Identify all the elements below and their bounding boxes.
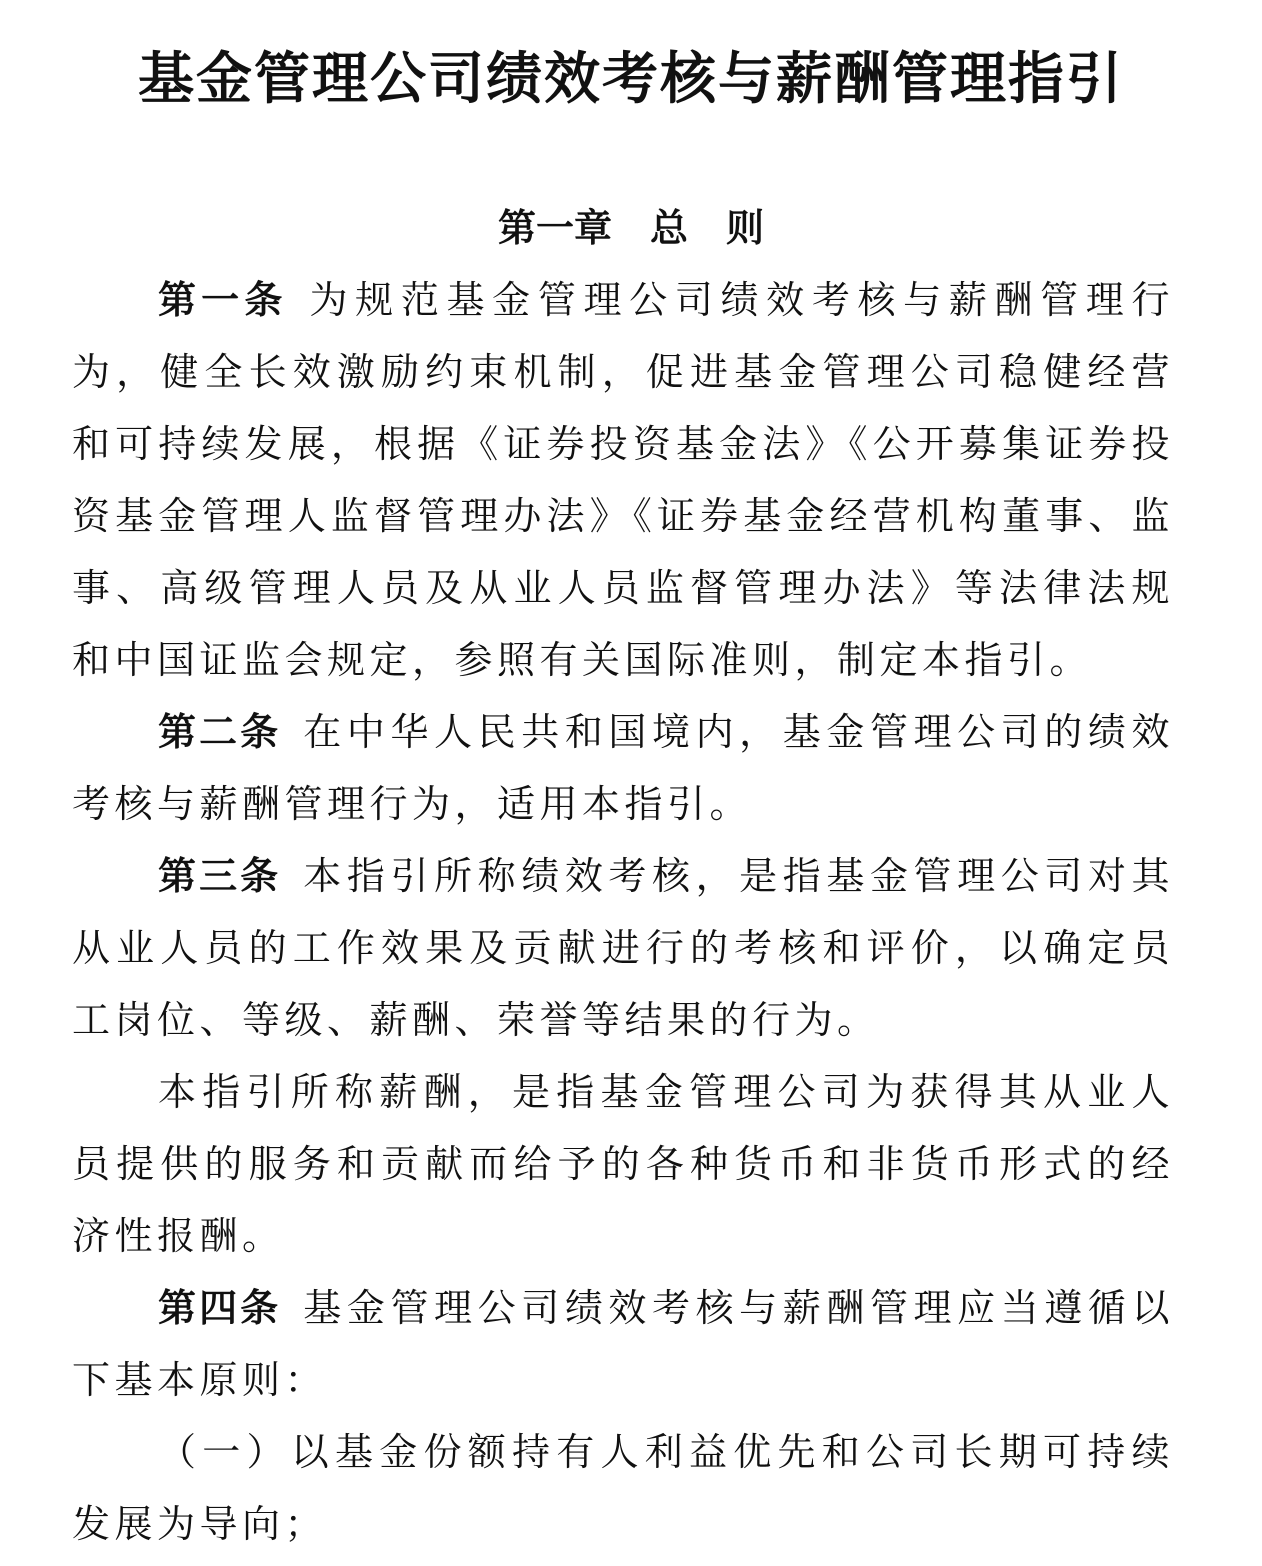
article-label: 第二条 xyxy=(158,710,282,754)
document-body xyxy=(72,264,1174,1560)
article-2 xyxy=(72,696,1174,840)
chapter-heading xyxy=(0,196,1262,260)
article-text: 在中华人民共和国境内，基金管理公司的绩效考核与薪酬管理行为，适用本指引。 xyxy=(72,710,1174,826)
article-3 xyxy=(72,840,1174,1056)
article-text: 本指引所称绩效考核，是指基金管理公司对其从业人员的工作效果及贡献进行的考核和评价，以确定员工岗位、等级、薪酬、荣誉等结果的行为。 xyxy=(72,854,1174,1042)
article-1 xyxy=(72,264,1174,696)
document-title: 基金管理公司绩效考核与薪酬管理指引 xyxy=(138,47,1124,112)
chapter-name: 总 则 xyxy=(650,206,765,250)
article-4 xyxy=(72,1272,1174,1416)
article-text: 基金管理公司绩效考核与薪酬管理应当遵循以下基本原则： xyxy=(72,1286,1174,1402)
article-label: 第一条 xyxy=(158,278,288,322)
article-3-paragraph-2 xyxy=(72,1056,1174,1272)
article-text: （一）以基金份额持有人利益优先和公司长期可持续发展为导向； xyxy=(72,1430,1174,1546)
article-label: 第三条 xyxy=(158,854,282,898)
article-label: 第四条 xyxy=(158,1286,282,1330)
article-text: 本指引所称薪酬，是指基金管理公司为获得其从业人员提供的服务和贡献而给予的各种货币和非货币形式的经济性报酬。 xyxy=(72,1070,1174,1258)
article-text: 为规范基金管理公司绩效考核与薪酬管理行为，健全长效激励约束机制，促进基金管理公司稳健经营和可持续发展，根据《证券投资基金法》《公开募集证券投资基金管理人监督管理办法》《证券基金经营机构董事、监事、高级管理人员及从业人员监督管理办法》等法律法规和中国证监会规定，参照有关国际准则，制定本指引。 xyxy=(72,278,1174,682)
article-4-item-1 xyxy=(72,1416,1174,1560)
chapter-number: 第一章 xyxy=(497,206,612,250)
